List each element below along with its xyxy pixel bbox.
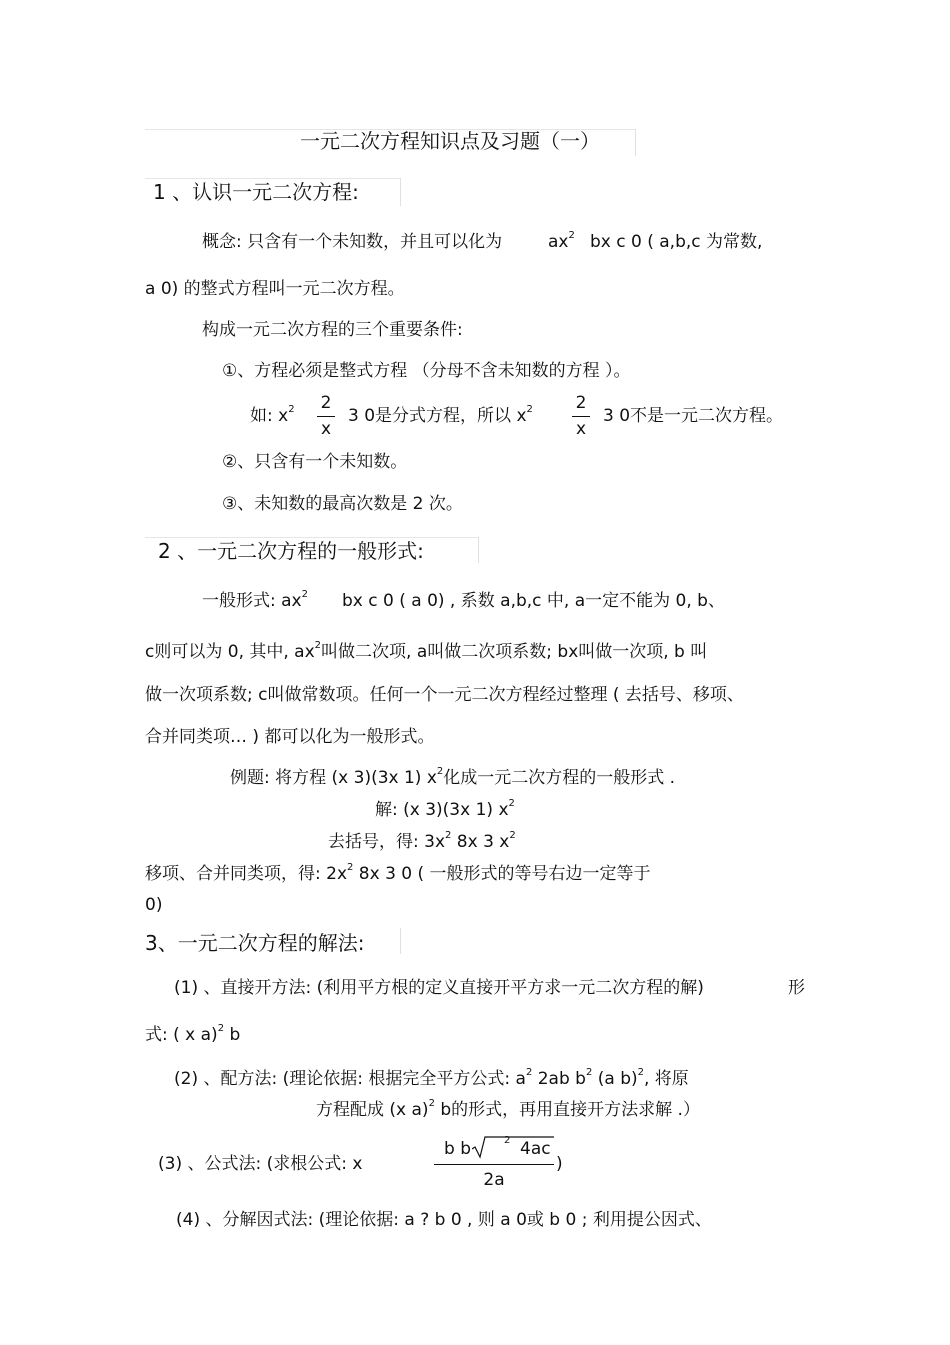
concept-text: 概念: 只含有一个未知数，并且可以化为: [202, 232, 503, 252]
method-1-form: 式: ( x a)$^2$ b: [145, 1023, 241, 1045]
method-1-end: 形: [788, 978, 805, 998]
general-form-c: c则可以为 0, 其中, $ax^2$叫做二次项, a叫做二次项系数; bx叫做一次项, b 叫: [145, 640, 708, 662]
method-2: (2) 、配方法: (理论依据: 根据完全平方公式: $a^2$ 2ab $b^2$ (a b)$^2$, 将原: [174, 1067, 689, 1089]
method-3-end: ): [556, 1154, 563, 1174]
fraction-2-den: x: [575, 419, 587, 439]
method-4: (4) 、分解因式法: (理论依据: a ? b 0 , 则 a 0或 b 0 ; 利用提公因式、: [176, 1210, 712, 1230]
condition-2: ②、只含有一个未知数。: [222, 452, 408, 472]
quadratic-formula: [434, 1135, 554, 1190]
formula-numerator: b b 2 4ac: [434, 1138, 554, 1162]
conditions-intro: 构成一元二次方程的三个重要条件:: [202, 320, 463, 340]
fraction-1: [317, 393, 335, 439]
condition-3: ③、未知数的最高次数是 2 次。: [222, 494, 463, 514]
step-expand: 去括号，得: $3x^2$ 8x 3 $x^2$: [328, 830, 516, 852]
step-simplify-end: 0): [145, 895, 163, 915]
condition-1: ①、方程必须是整式方程 （分母不含未知数的方程 ）。: [222, 361, 631, 381]
s1-rule-end: [400, 178, 401, 206]
example-prefix: 如: $x^2$: [250, 404, 295, 426]
fraction-2: [572, 393, 590, 439]
general-form-d: 做一次项系数; c叫做常数项。任何一个一元二次方程经过整理 ( 去括号、移项、: [145, 685, 744, 705]
method-2-cont: 方程配成 (x a)$^2$ b的形式，再用直接开方法求解 .）: [316, 1098, 700, 1120]
method-3: (3) 、公式法: (求根公式: x: [158, 1154, 363, 1174]
page-title: 一元二次方程知识点及习题（一）: [300, 129, 600, 153]
section2-heading: 2 、一元二次方程的一般形式:: [158, 539, 424, 563]
fraction-1-den: x: [320, 419, 332, 439]
fraction-1-num: 2: [320, 393, 332, 413]
concept-text-2: a 0) 的整式方程叫一元二次方程。: [145, 279, 405, 299]
fraction-2-num: 2: [575, 393, 587, 413]
sqrt-icon: [472, 1135, 554, 1159]
example-mid: 3 0是分式方程，所以 $x^2$: [348, 404, 533, 426]
general-form-e: 合并同类项… ) 都可以化为一般形式。: [145, 727, 435, 747]
s2-rule-end: [478, 537, 479, 563]
section3-heading: 3、一元二次方程的解法:: [145, 931, 365, 955]
section1-heading: 1 、认识一元二次方程:: [153, 180, 359, 204]
general-form-a: 一般形式: $ax^2$: [202, 589, 308, 611]
concept-eq-rest: bx c 0 ( a,b,c 为常数,: [590, 232, 763, 252]
example-question: 例题: 将方程 (x 3)(3x 1) $x^2$化成一元二次方程的一般形式 .: [230, 766, 676, 788]
concept-eq: $ax^2$: [548, 230, 575, 252]
general-form-b: bx c 0 ( a 0) , 系数 a,b,c 中, a一定不能为 0, b、: [342, 591, 725, 611]
formula-denominator: 2a: [483, 1170, 505, 1190]
solution-line: 解: (x 3)(3x 1) $x^2$: [375, 798, 515, 820]
method-1: (1) 、直接开方法: (利用平方根的定义直接开平方求一元二次方程的解): [174, 978, 704, 998]
s3-rule-end: [400, 928, 401, 954]
example-end: 3 0不是一元二次方程。: [603, 406, 784, 426]
step-simplify: 移项、合并同类项，得: $2x^2$ 8x 3 0 ( 一般形式的等号右边一定等于: [145, 862, 651, 884]
title-rule-end: [635, 129, 636, 156]
